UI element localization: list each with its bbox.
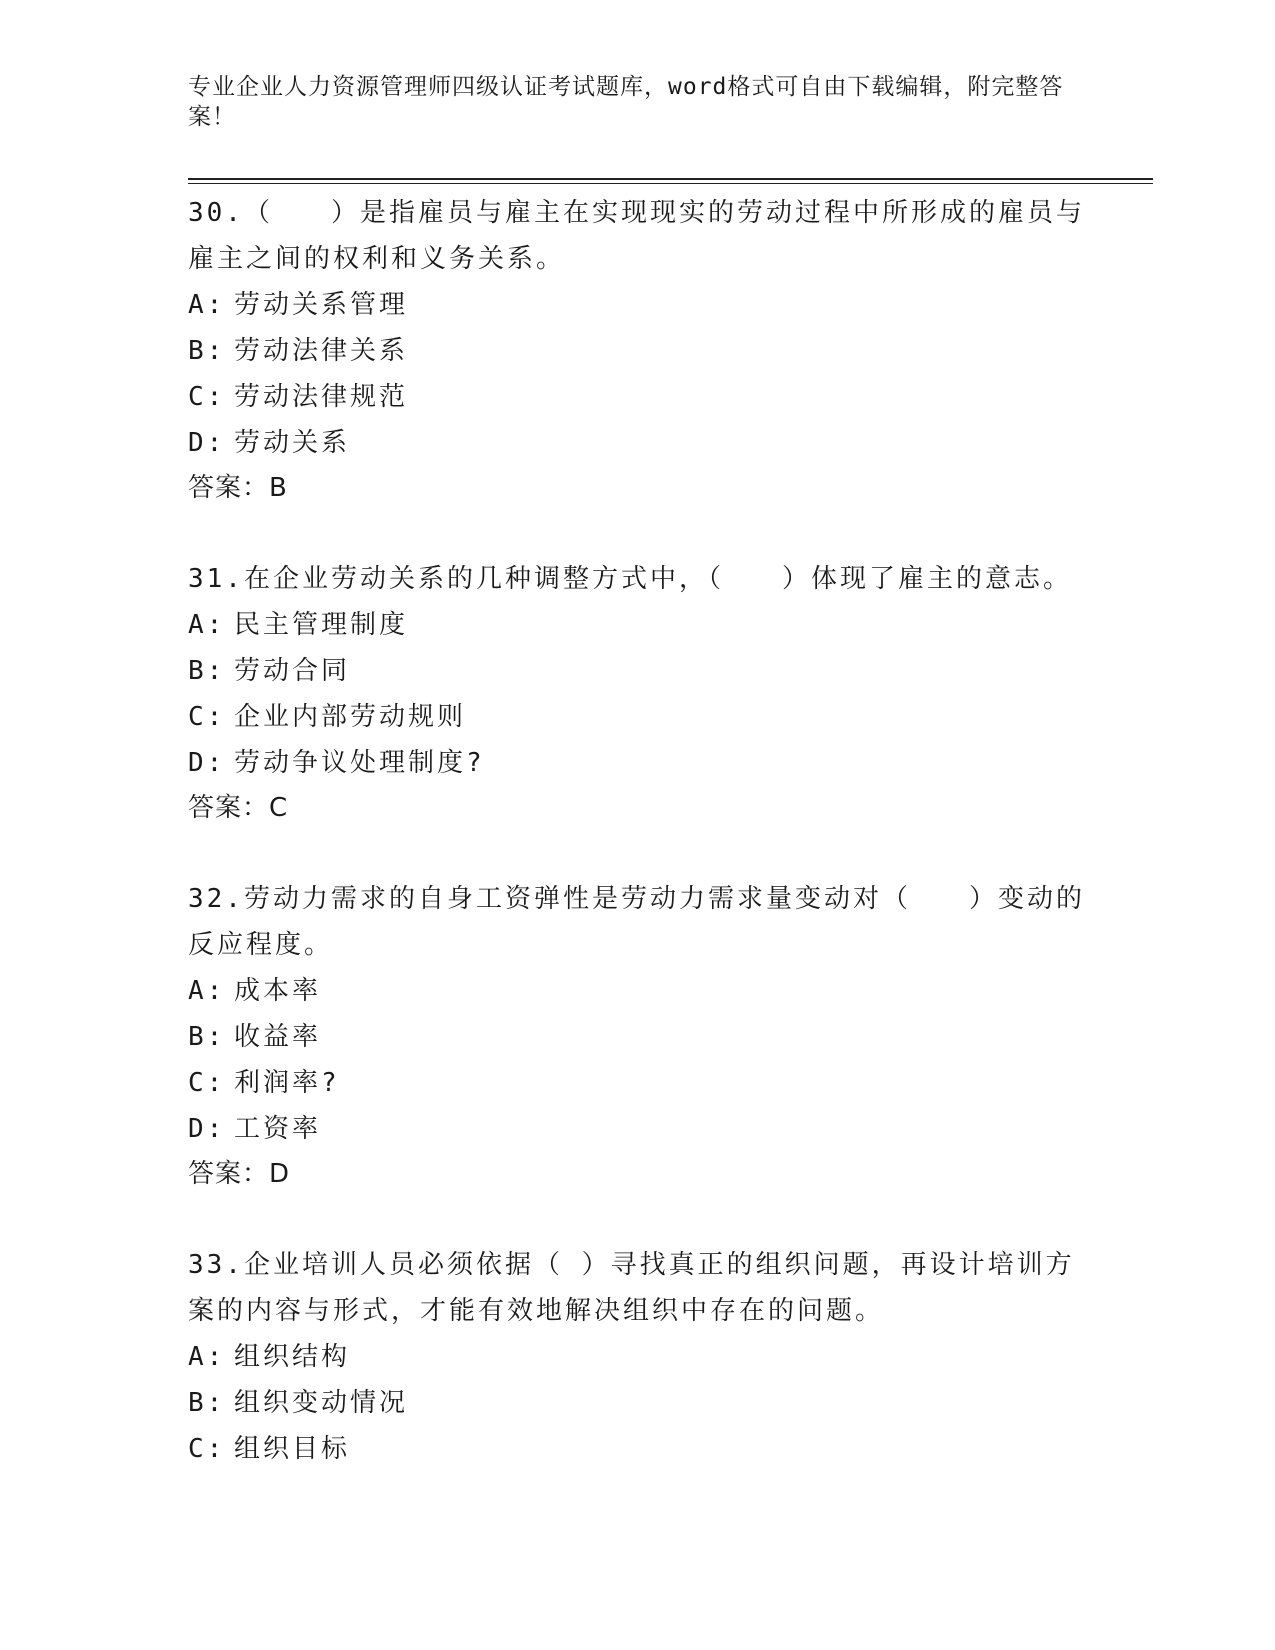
option-letter: C: [188, 1434, 226, 1464]
option-text: 劳动合同 [234, 656, 351, 686]
option-letter: B: [188, 656, 226, 686]
option-text: 劳动法律关系 [234, 336, 409, 366]
option-letter: A: [188, 1342, 226, 1372]
option-text: 成本率 [234, 976, 322, 1006]
option-letter: B: [188, 1388, 226, 1418]
option-letter: D: [188, 1114, 226, 1144]
option-letter: D: [188, 748, 226, 778]
question-stem: 31.在企业劳动关系的几种调整方式中，（ ）体现了雇主的意志。 [188, 564, 1072, 594]
option-letter: C: [188, 1068, 226, 1098]
answer-line: 答案：D [188, 1159, 291, 1189]
option-b [188, 1380, 1088, 1426]
option-text: 组织变动情况 [234, 1388, 409, 1418]
question-stem: 33.企业培训人员必须依据（ ）寻找真正的组织问题，再设计培训方案的内容与形式，才能有效地解决组织中存在的问题。 [188, 1250, 1075, 1326]
option-text: 劳动法律规范 [234, 382, 409, 412]
option-a [188, 282, 1088, 328]
option-letter: B: [188, 336, 226, 366]
header-divider-thick [188, 178, 1153, 180]
option-text: 民主管理制度 [234, 610, 409, 640]
header-divider-thin [188, 183, 1153, 184]
option-a [188, 968, 1088, 1014]
option-b [188, 328, 1088, 374]
question-item [188, 190, 1088, 510]
option-text: 利润率? [234, 1068, 340, 1098]
option-d [188, 740, 1088, 786]
option-text: 工资率 [234, 1114, 322, 1144]
option-text: 收益率 [234, 1022, 322, 1052]
option-text: 劳动关系管理 [234, 290, 409, 320]
option-letter: A: [188, 976, 226, 1006]
option-b [188, 648, 1088, 694]
option-letter: C: [188, 382, 226, 412]
question-item [188, 876, 1088, 1196]
option-c [188, 1426, 1088, 1472]
answer-line: 答案：C [188, 793, 289, 823]
question-stem: 30.（ ）是指雇员与雇主在实现现实的劳动过程中所形成的雇员与雇主之间的权利和义务关系。 [188, 198, 1085, 274]
question-stem: 32.劳动力需求的自身工资弹性是劳动力需求量变动对（ ）变动的反应程度。 [188, 884, 1085, 960]
option-letter: A: [188, 610, 226, 640]
option-text: 劳动争议处理制度? [234, 748, 485, 778]
option-d [188, 420, 1088, 466]
option-c [188, 1060, 1088, 1106]
option-letter: C: [188, 702, 226, 732]
option-letter: A: [188, 290, 226, 320]
question-item [188, 1242, 1088, 1472]
option-text: 企业内部劳动规则 [234, 702, 467, 732]
option-letter: B: [188, 1022, 226, 1052]
question-list [188, 190, 1088, 1518]
option-c [188, 694, 1088, 740]
option-text: 组织目标 [234, 1434, 351, 1464]
option-d [188, 1106, 1088, 1152]
option-c [188, 374, 1088, 420]
answer-line: 答案：B [188, 473, 288, 503]
option-a [188, 602, 1088, 648]
option-a [188, 1334, 1088, 1380]
option-letter: D: [188, 428, 226, 458]
option-text: 组织结构 [234, 1342, 351, 1372]
document-header: 专业企业人力资源管理师四级认证考试题库，word格式可自由下载编辑，附完整答案！ [188, 74, 1064, 130]
question-item [188, 556, 1088, 830]
option-b [188, 1014, 1088, 1060]
option-text: 劳动关系 [234, 428, 351, 458]
